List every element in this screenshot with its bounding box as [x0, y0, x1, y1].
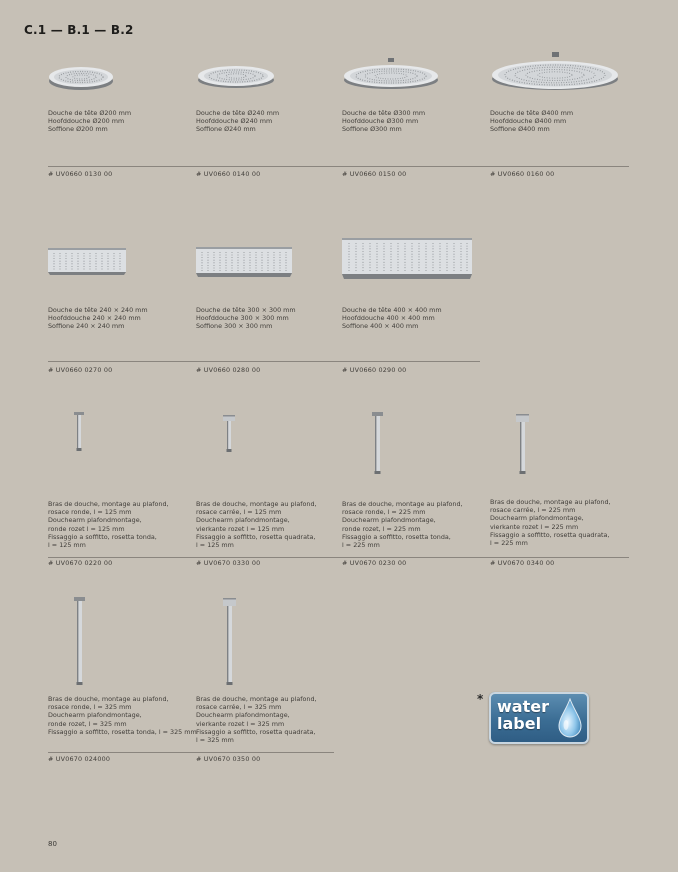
product-code: # UV0670 0350 00 [196, 755, 261, 763]
product-code: # UV0670 0330 00 [196, 559, 261, 567]
footnote-asterisk: * [477, 692, 484, 706]
product-description: Douche de tête Ø300 mm Hoofddouche Ø300 mm Soffione Ø300 mm [342, 109, 426, 134]
shower-arm-square-image [196, 597, 266, 689]
product-description: Bras de douche, montage au plafond, rosace carrée, l = 225 mm Douchearm plafondmontage, vierkante rozet l = 225 mm Fissaggio a soffitto, rosetta quadrata, l = 225 mm [490, 498, 611, 548]
square-shower-head-image [48, 244, 128, 276]
square-shower-head-image [196, 244, 294, 278]
round-shower-head-image [48, 58, 114, 92]
product-code: # UV0660 0130 00 [48, 170, 113, 178]
shower-arm-round-image [342, 412, 412, 476]
row-3-divider [48, 557, 629, 558]
water-label-logo [489, 692, 589, 744]
product-description: Douche de tête Ø400 mm Hoofddouche Ø400 mm Soffione Ø400 mm [490, 109, 574, 134]
product-description: Douche de tête 400 × 400 mm Hoofddouche 400 × 400 mm Soffione 400 × 400 mm [342, 306, 442, 331]
round-shower-head-image [490, 52, 620, 94]
shower-arm-square-image [196, 412, 266, 452]
shower-arm-round-image [48, 597, 118, 689]
product-code: # UV0670 024000 [48, 755, 111, 763]
row-1-divider [48, 166, 629, 167]
product-code: # UV0660 0140 00 [196, 170, 261, 178]
shower-arm-round-image [48, 412, 108, 452]
product-code: # UV0670 0230 00 [342, 559, 407, 567]
product-description: Douche de tête Ø200 mm Hoofddouche Ø200 mm Soffione Ø200 mm [48, 109, 132, 134]
product-code: # UV0660 0150 00 [342, 170, 407, 178]
product-description: Bras de douche, montage au plafond, rosace ronde, l = 225 mm Douchearm plafondmontage, ronde rozet, l = 225 mm Fissaggio a soffitto, rosetta tonda, l = 225 mm [342, 500, 463, 550]
row-2-divider [48, 361, 480, 362]
product-code: # UV0670 0220 00 [48, 559, 113, 567]
product-description: Douche de tête 300 × 300 mm Hoofddouche 300 × 300 mm Soffione 300 × 300 mm [196, 306, 296, 331]
shower-arm-square-image [490, 412, 560, 476]
product-description: Bras de douche, montage au plafond, rosace carrée, l = 325 mm Douchearm plafondmontage, vierkante rozet l = 325 mm Fissaggio a soffitto, rosetta quadrata, l = 325 mm [196, 695, 317, 745]
product-code: # UV0670 0340 00 [490, 559, 555, 567]
product-description: Douche de tête Ø240 mm Hoofddouche Ø240 mm Soffione Ø240 mm [196, 109, 280, 134]
product-description: Bras de douche, montage au plafond, rosace carrée, l = 125 mm Douchearm plafondmontage, vierkante rozet l = 125 mm Fissaggio a soffitto, rosetta quadrata, l = 125 mm [196, 500, 317, 550]
round-shower-head-image [196, 58, 276, 92]
water-label-line-2: label [497, 714, 542, 733]
square-shower-head-image [342, 236, 474, 280]
water-label-text [497, 698, 549, 732]
page-number: 80 [48, 840, 57, 848]
product-description: Bras de douche, montage au plafond, rosace ronde, l = 325 mm Douchearm plafondmontage, ronde rozet, l = 325 mm Fissaggio a soffitto, rosetta tonda, l = 325 mm [48, 695, 197, 736]
page-header: C.1 — B.1 — B.2 [24, 23, 134, 37]
product-code: # UV0660 0290 00 [342, 366, 407, 374]
row-4-divider [48, 752, 334, 753]
product-description: Bras de douche, montage au plafond, rosace ronde, l = 125 mm Douchearm plafondmontage, ronde rozet l = 125 mm Fissaggio a soffitto, rosetta tonda, l = 125 mm [48, 500, 169, 550]
product-code: # UV0660 0160 00 [490, 170, 555, 178]
round-shower-head-image [342, 58, 440, 92]
water-drop-icon [557, 698, 583, 738]
product-description: Douche de tête 240 × 240 mm Hoofddouche 240 × 240 mm Soffione 240 × 240 mm [48, 306, 148, 331]
water-label-line-1: water [497, 697, 549, 716]
product-code: # UV0660 0270 00 [48, 366, 113, 374]
product-code: # UV0660 0280 00 [196, 366, 261, 374]
